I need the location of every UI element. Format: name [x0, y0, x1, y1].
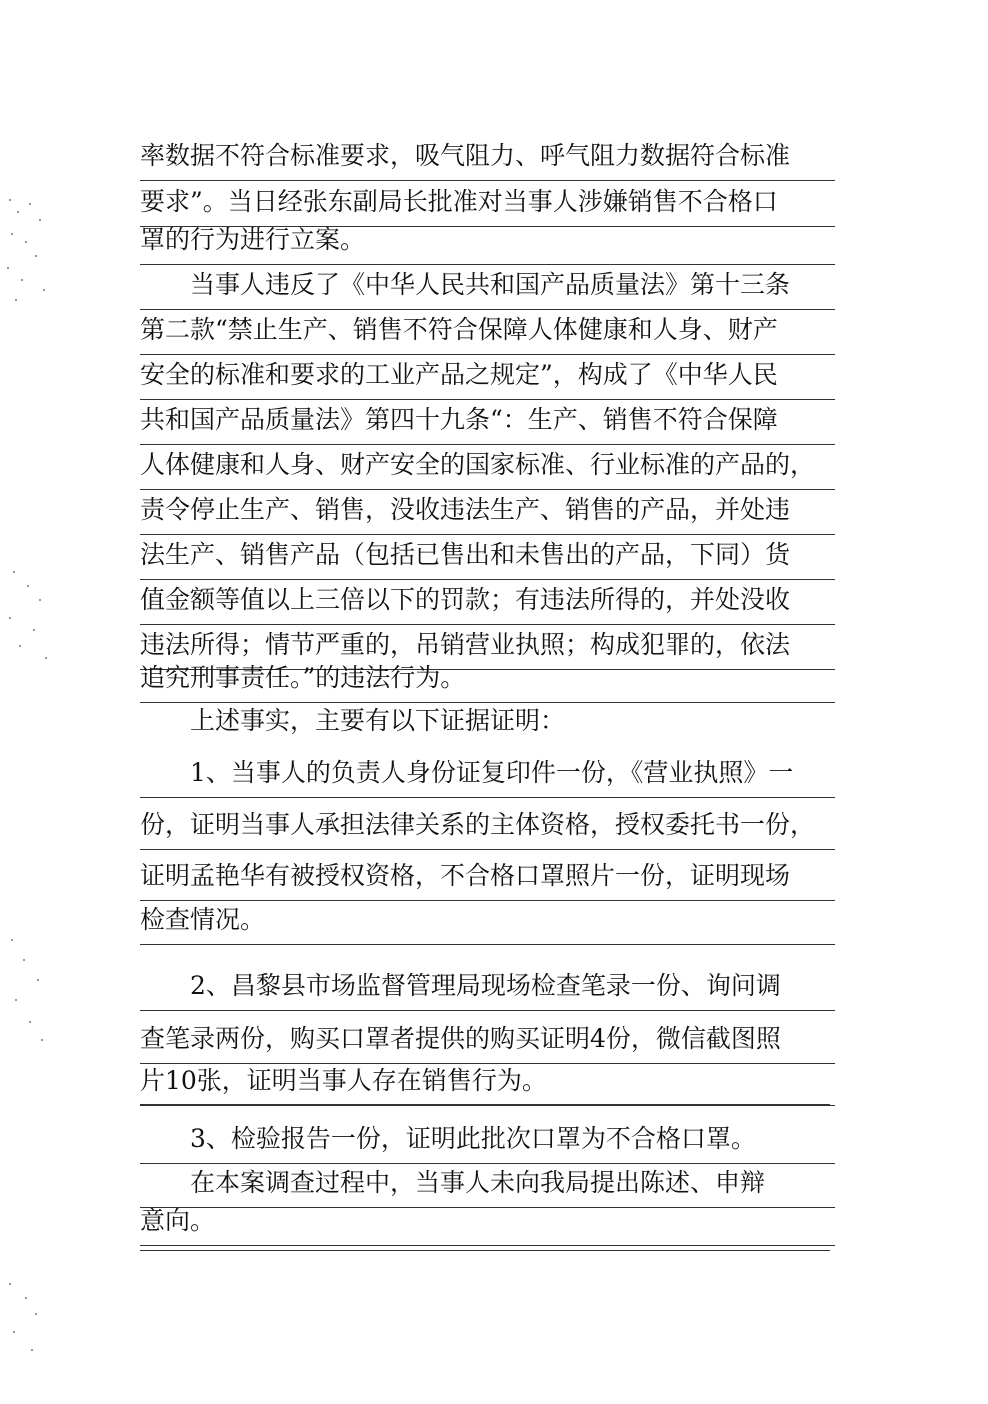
- scan-noise-mark: [0, 1270, 70, 1390]
- text-line: 违法所得；情节严重的，吊销营业执照；构成犯罪的，依法: [140, 624, 835, 670]
- text-line: 法生产、销售产品（包括已售出和未售出的产品，下同）货: [140, 534, 835, 580]
- scan-noise-mark: [0, 560, 70, 680]
- text-line: 共和国产品质量法》第四十九条“：生产、销售不符合保障: [140, 399, 835, 445]
- text-line: 要求”。当日经张东副局长批准对当事人涉嫌销售不合格口: [140, 181, 835, 227]
- text-line: 3、检验报告一份，证明此批次口罩为不合格口罩。: [140, 1118, 835, 1164]
- text-line: 份，证明当事人承担法律关系的主体资格，授权委托书一份，: [140, 804, 835, 850]
- text-line: 检查情况。: [140, 899, 835, 945]
- text-line: 1、当事人的负责人身份证复印件一份，《营业执照》一: [140, 752, 835, 798]
- text-line: 责令停止生产、销售，没收违法生产、销售的产品，并处违: [140, 489, 835, 535]
- text-line: 上述事实，主要有以下证据证明：: [140, 706, 566, 735]
- text-line: 安全的标准和要求的工业产品之规定”，构成了《中华人民: [140, 354, 835, 400]
- ruled-line: [140, 1104, 830, 1105]
- text-line: 率数据不符合标准要求，吸气阻力、呼气阻力数据符合标准: [140, 135, 835, 181]
- text-line: 当事人违反了《中华人民共和国产品质量法》第十三条: [140, 264, 835, 310]
- text-line: 人体健康和人身、财产安全的国家标准、行业标准的产品的，: [140, 444, 835, 490]
- scan-noise-mark: [0, 190, 70, 310]
- text-line: 证明孟艳华有被授权资格，不合格口罩照片一份，证明现场: [140, 855, 835, 901]
- text-line: 意向。: [140, 1200, 835, 1246]
- text-line: 片10张，证明当事人存在销售行为。: [140, 1060, 835, 1106]
- text-line: 查笔录两份，购买口罩者提供的购买证明4份，微信截图照: [140, 1018, 835, 1064]
- text-line: 罩的行为进行立案。: [140, 219, 835, 265]
- text-line: 值金额等值以上三倍以下的罚款；有违法所得的，并处没收: [140, 579, 835, 625]
- scan-noise-mark: [0, 930, 70, 1050]
- text-line: 第二款“禁止生产、销售不符合保障人体健康和人身、财产: [140, 309, 835, 355]
- ruled-line: [140, 1250, 830, 1251]
- ruled-line: [140, 944, 830, 945]
- text-line: 2、昌黎县市场监督管理局现场检查笔录一份、询问调: [140, 965, 835, 1011]
- text-line: 在本案调查过程中，当事人未向我局提出陈述、申辩: [140, 1162, 835, 1208]
- text-line: 追究刑事责任。”的违法行为。: [140, 657, 835, 703]
